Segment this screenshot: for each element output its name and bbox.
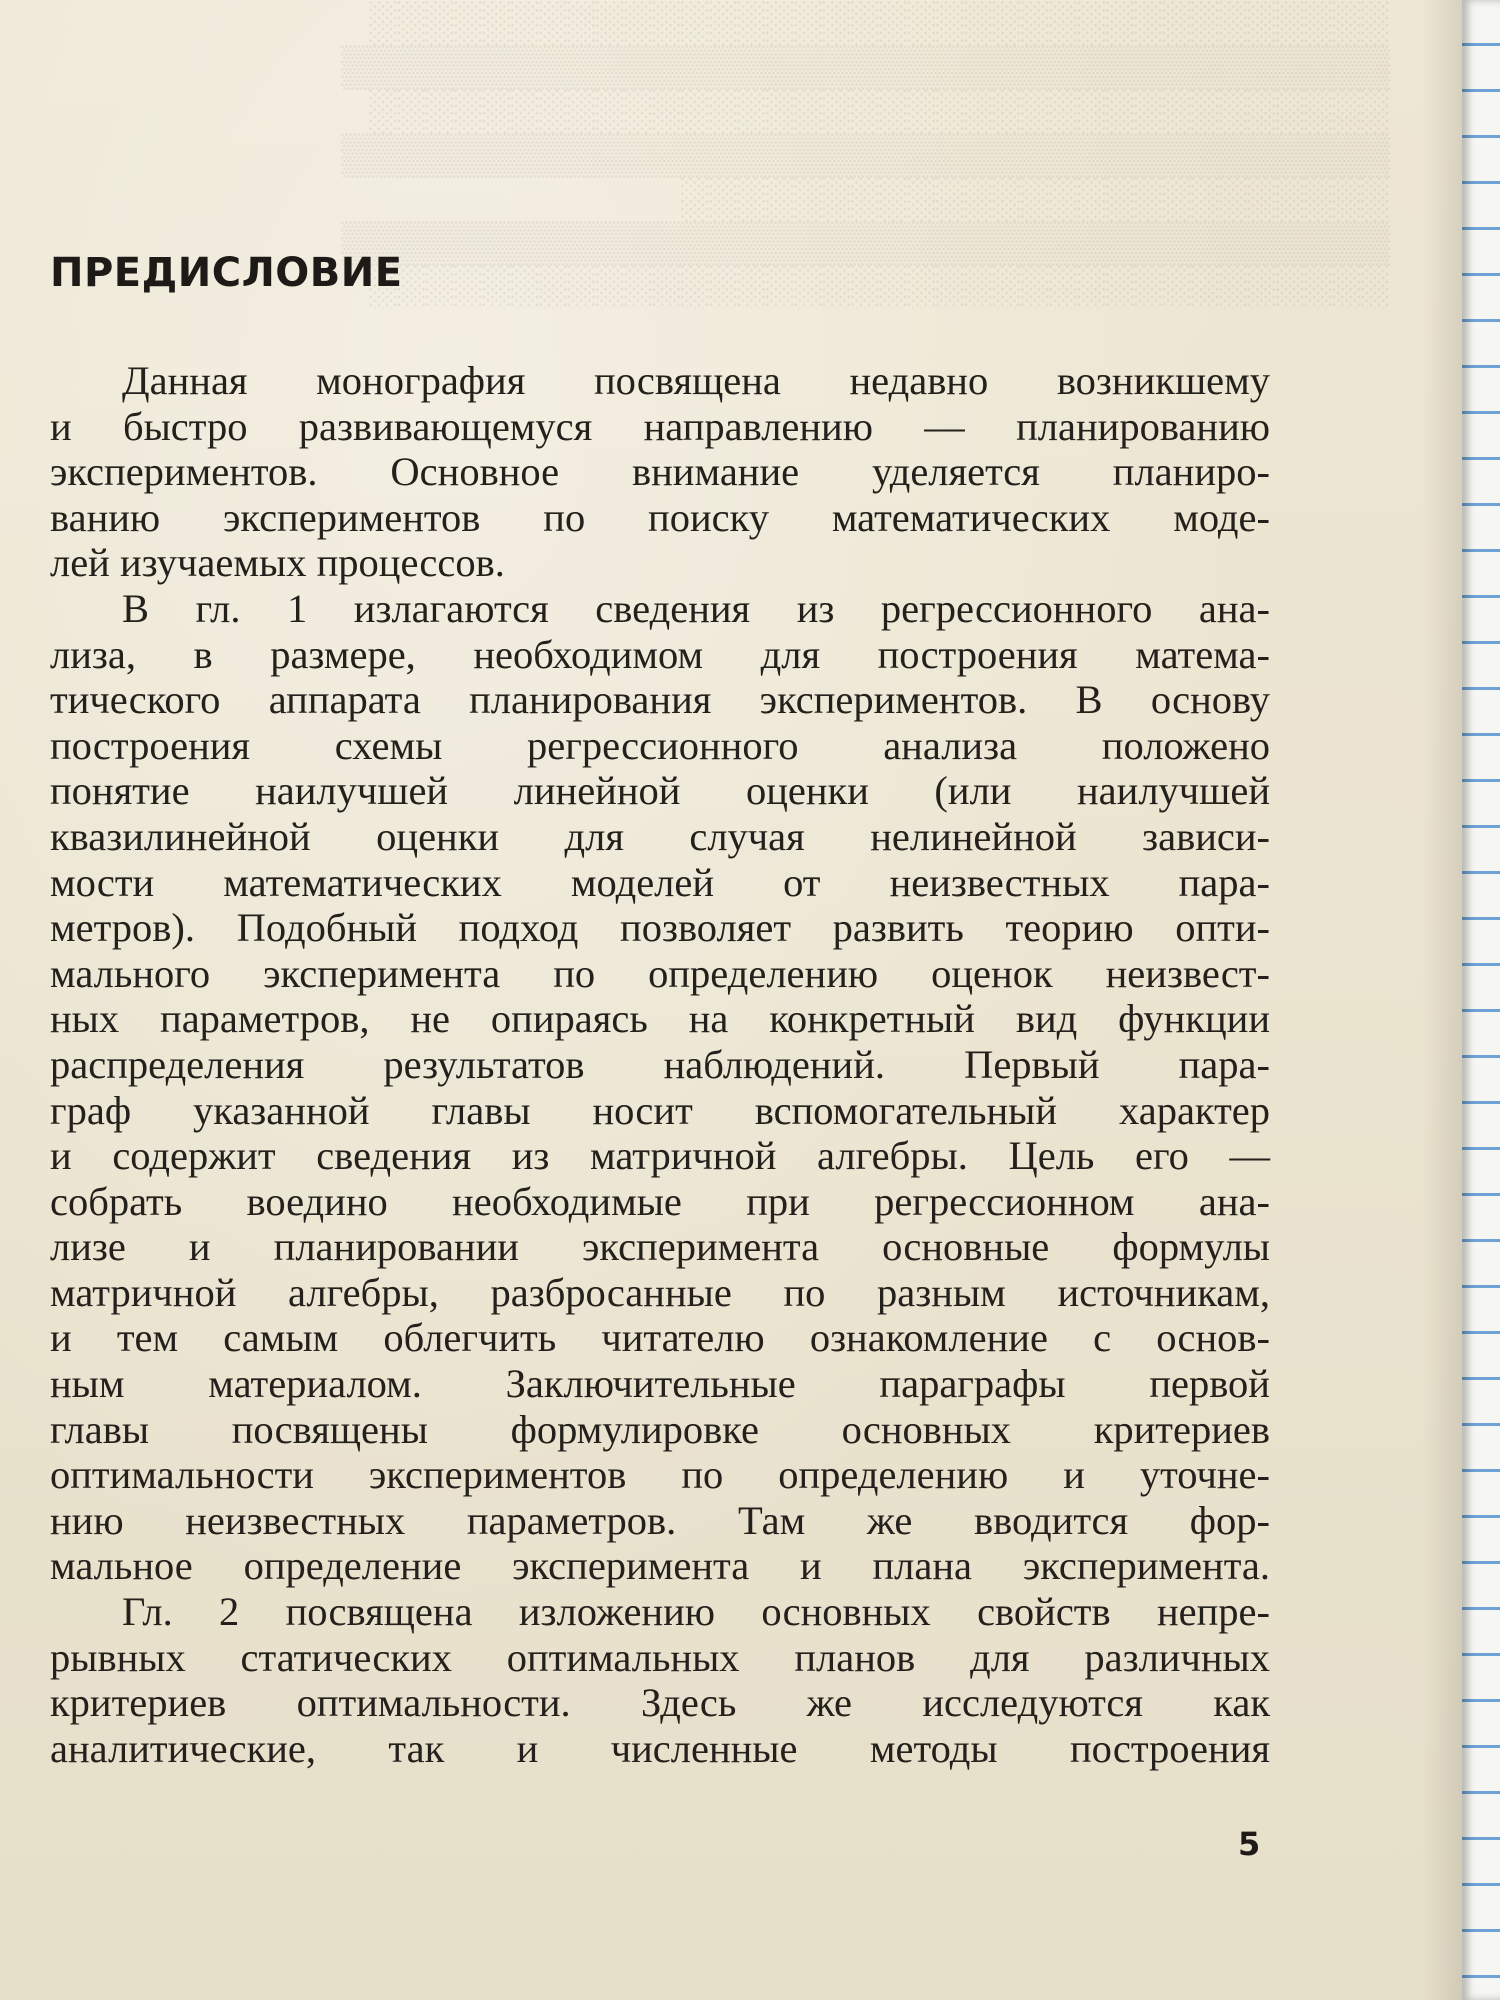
text-line: и содержит сведения из матричной алгебры. Цель его — — [50, 1133, 1270, 1179]
paragraph-2 — [50, 586, 1270, 1589]
page-title: ПРЕДИСЛОВИЕ — [50, 250, 403, 296]
text-line: нию неизвестных параметров. Там же вводится фор- — [50, 1497, 1270, 1543]
text-line: ным материалом. Заключительные параграфы первой — [50, 1361, 1270, 1407]
text-line: критериев оптимальности. Здесь же исследуются как — [50, 1680, 1270, 1726]
text-line: мости математических моделей от неизвестных пара- — [50, 859, 1270, 905]
paragraph-3 — [50, 1589, 1270, 1771]
text-line: рывных статических оптимальных планов для различных — [50, 1634, 1270, 1680]
text-line: ванию экспериментов по поиску математических моде- — [50, 494, 1270, 540]
text-line: оптимальности экспериментов по определению и уточне- — [50, 1452, 1270, 1498]
text-line: аналитические, так и численные методы построения — [50, 1725, 1270, 1771]
text-line: главы посвящены формулировке основных критериев — [50, 1406, 1270, 1452]
text-line: Данная монография посвящена недавно возникшему — [122, 358, 1270, 403]
text-line: квазилинейной оценки для случая нелинейной зависи- — [50, 813, 1270, 859]
text-line: построения схемы регрессионного анализа положено — [50, 722, 1270, 768]
text-line: граф указанной главы носит вспомогательный характер — [50, 1087, 1270, 1133]
text-line: мальное определение эксперимента и плана эксперимента. — [50, 1543, 1270, 1589]
text-line: Гл. 2 посвящена изложению основных свойств непре- — [122, 1589, 1270, 1635]
text-line: В гл. 1 излагаются сведения из регрессионного ана- — [122, 585, 1270, 631]
text-line: ных параметров, не опираясь на конкретный вид функции — [50, 996, 1270, 1042]
text-line: лей изучаемых процессов. — [50, 540, 505, 586]
text-line: и тем самым облегчить читателю ознакомление с основ- — [50, 1315, 1270, 1361]
text-line: тического аппарата планирования экспериментов. В основу — [50, 677, 1270, 723]
page-number: 5 — [1238, 1825, 1261, 1863]
text-line: метров). Подобный подход позволяет развить теорию опти- — [50, 905, 1270, 951]
text-line: матричной алгебры, разбросанные по разным источникам, — [50, 1269, 1270, 1315]
show-through-text: ░░░░░░░░░░░░░░░░░░░░░░░░░░░░░░░░░░░░ ▒▒▒▒▒▒▒▒▒▒▒▒▒▒▒▒▒▒▒▒▒▒▒▒▒▒▒▒▒▒▒▒▒▒▒▒▒ ░░░░░░░░░░░░░░░░░░░░░░░░░░░░░░░░░░░░ ▒▒▒▒▒▒▒▒▒▒▒▒▒▒▒▒▒▒▒▒▒▒▒▒▒▒▒▒▒▒▒▒▒▒▒▒▒ ░░░░░░░░░░░░░░░░░░░░░░░░░ ▒▒▒▒▒▒▒▒▒▒▒▒▒▒▒▒▒▒▒▒▒▒▒▒▒▒▒▒▒▒▒▒▒▒▒▒▒ ░░░░░░░░░░░░░░░░░░░░░░░░░░░░░░░░░░░░ — [341, 0, 1390, 308]
paragraph-1 — [50, 358, 1270, 586]
text-line: распределения результатов наблюдений. Первый пара- — [50, 1041, 1270, 1087]
text-line: лиза, в размере, необходимом для построения матема- — [50, 631, 1270, 677]
text-line: экспериментов. Основное внимание уделяется планиро- — [50, 449, 1270, 495]
page-edge-shadow — [1422, 0, 1462, 2000]
text-line: собрать воедино необходимые при регрессионном ана- — [50, 1178, 1270, 1224]
text-line: и быстро развивающемуся направлению — планированию — [50, 403, 1270, 449]
notebook-paper-edge — [1462, 0, 1500, 2000]
text-line: мального эксперимента по определению оценок неизвест- — [50, 950, 1270, 996]
text-line: лизе и планировании эксперимента основные формулы — [50, 1224, 1270, 1270]
body-text — [50, 358, 1270, 1771]
text-line: понятие наилучшей линейной оценки (или наилучшей — [50, 768, 1270, 814]
